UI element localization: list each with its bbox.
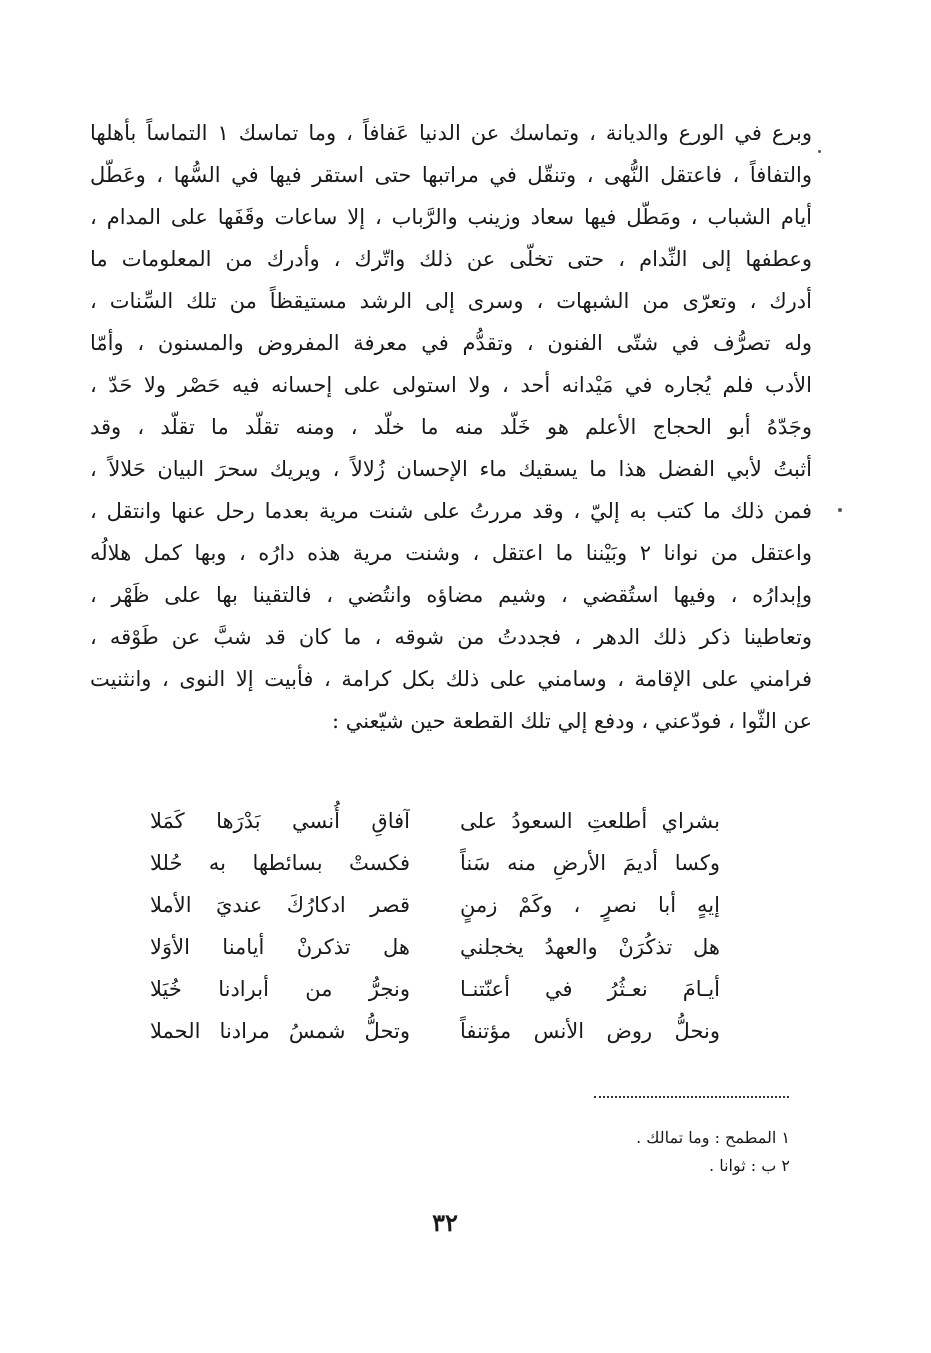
poem-verse xyxy=(150,1010,720,1052)
verse-second-hemistich: آفاقِ أُنسي بَدْرَها كَمَلا xyxy=(150,809,410,833)
poem-verse xyxy=(150,800,720,842)
footnote: ١ المطمح : وما تمالك . xyxy=(636,1128,790,1147)
text-line: والتفافاً ، فاعتقل النُّهى ، وتنقّل في مراتبها حتى استقر فيها في السُّها ، وعَطّل xyxy=(90,163,812,187)
text-line: الأدب فلم يُجاره في مَيْدانه أحد ، ولا استولى على إحسانه فيه حَصْر ولا حَدّ ، xyxy=(90,373,812,397)
verse-first-hemistich: هل تذكُرَنْ والعهدُ يخجلني xyxy=(460,935,720,959)
text-line: وعطفها إلى النِّدام ، حتى تخلّى عن ذلك واتّرك ، وأدرك من المعلومات ما xyxy=(90,247,812,271)
text-line: أثبتُ لأبي الفضل هذا ما يسقيك ماء الإحسان زُلالاً ، ويريك سحرَ البيان حَلالاً ، xyxy=(90,457,812,481)
poem-verse xyxy=(150,926,720,968)
poem xyxy=(150,800,720,1052)
footnote: ٢ ب : ثوانا . xyxy=(709,1156,790,1175)
verse-first-hemistich: إيهٍ أبا نصرٍ ، وكَمْ زمنٍ xyxy=(460,893,720,917)
poem-verse xyxy=(150,842,720,884)
text-line: فرامني على الإقامة ، وسامني على ذلك بكل كرامة ، فأبيت إلا النوى ، وانثنيت xyxy=(90,667,812,691)
margin-speck xyxy=(838,508,842,512)
text-line: وجَدّهُ أبو الحجاج الأعلم هو خَلّد منه ما خلّد ، ومنه تقلّد ما تقلّد ، وقد xyxy=(90,415,812,439)
poem-verse xyxy=(150,884,720,926)
verse-first-hemistich: أيـامَ نعـثُرُ في أعنّتنـا xyxy=(460,977,720,1001)
text-line: أيام الشباب ، ومَطّل فيها سعاد وزينب والرَّباب ، إلا ساعات وقَفَها على المدام ، xyxy=(90,205,812,229)
verse-first-hemistich: ونحلُّ روض الأنس مؤتنفاً xyxy=(460,1019,720,1043)
verse-second-hemistich: ونجرُّ من أبرادنا خُيَلا xyxy=(150,977,410,1001)
footnote-divider xyxy=(594,1096,789,1098)
text-line: وتعاطينا ذكر ذلك الدهر ، فجددتُ من شوقه ، ما كان قد شبَّ عن طَوْقه ، xyxy=(90,625,812,649)
verse-second-hemistich: فكستْ بسائطها به حُللا xyxy=(150,851,410,875)
text-line: عن الثّوا ، فودّعني ، ودفع إلي تلك القطعة حين شيّعني : xyxy=(331,709,812,733)
text-line: وإبدارُه ، وفيها استُقضي ، وشيم مضاؤه وانتُضي ، فالتقينا بها على ظَهْر ، xyxy=(90,583,812,607)
text-line: واعتقل من نوانا ٢ وبَيْننا ما اعتقل ، وشنت مرية هذه دارُه ، وبها كمل هلالُه xyxy=(90,541,812,565)
text-line: أدرك ، وتعرّى من الشبهات ، وسرى إلى الرشد مستيقظاً من تلك السِّنات ، xyxy=(90,289,812,313)
page-number: ٣٢ xyxy=(432,1208,458,1237)
verse-first-hemistich: وكسا أديمَ الأرضِ منه سَناً xyxy=(460,851,720,875)
verse-second-hemistich: وتحلُّ شمسُ مرادنا الحملا xyxy=(150,1019,410,1043)
text-line: فمن ذلك ما كتب به إليّ ، وقد مررتُ على شنت مرية بعدما رحل عنها وانتقل ، xyxy=(90,499,812,523)
margin-speck xyxy=(818,150,821,153)
verse-second-hemistich: قصر ادكارُكَ عنديَ الأملا xyxy=(150,893,410,917)
verse-second-hemistich: هل تذكرنْ أيامنا الأوَلا xyxy=(150,935,410,959)
footnotes xyxy=(480,1124,790,1180)
verse-first-hemistich: بشراي أطلعتِ السعودُ على xyxy=(460,809,720,833)
text-line: وبرع في الورع والديانة ، وتماسك عن الدنيا عَفافاً ، وما تماسك ١ التماساً بأهلها xyxy=(90,121,812,145)
poem-verse xyxy=(150,968,720,1010)
text-line: وله تصرُّف في شتّى الفنون ، وتقدُّم في معرفة المفروض والمسنون ، وأمّا xyxy=(90,331,812,355)
body-text xyxy=(90,112,812,742)
